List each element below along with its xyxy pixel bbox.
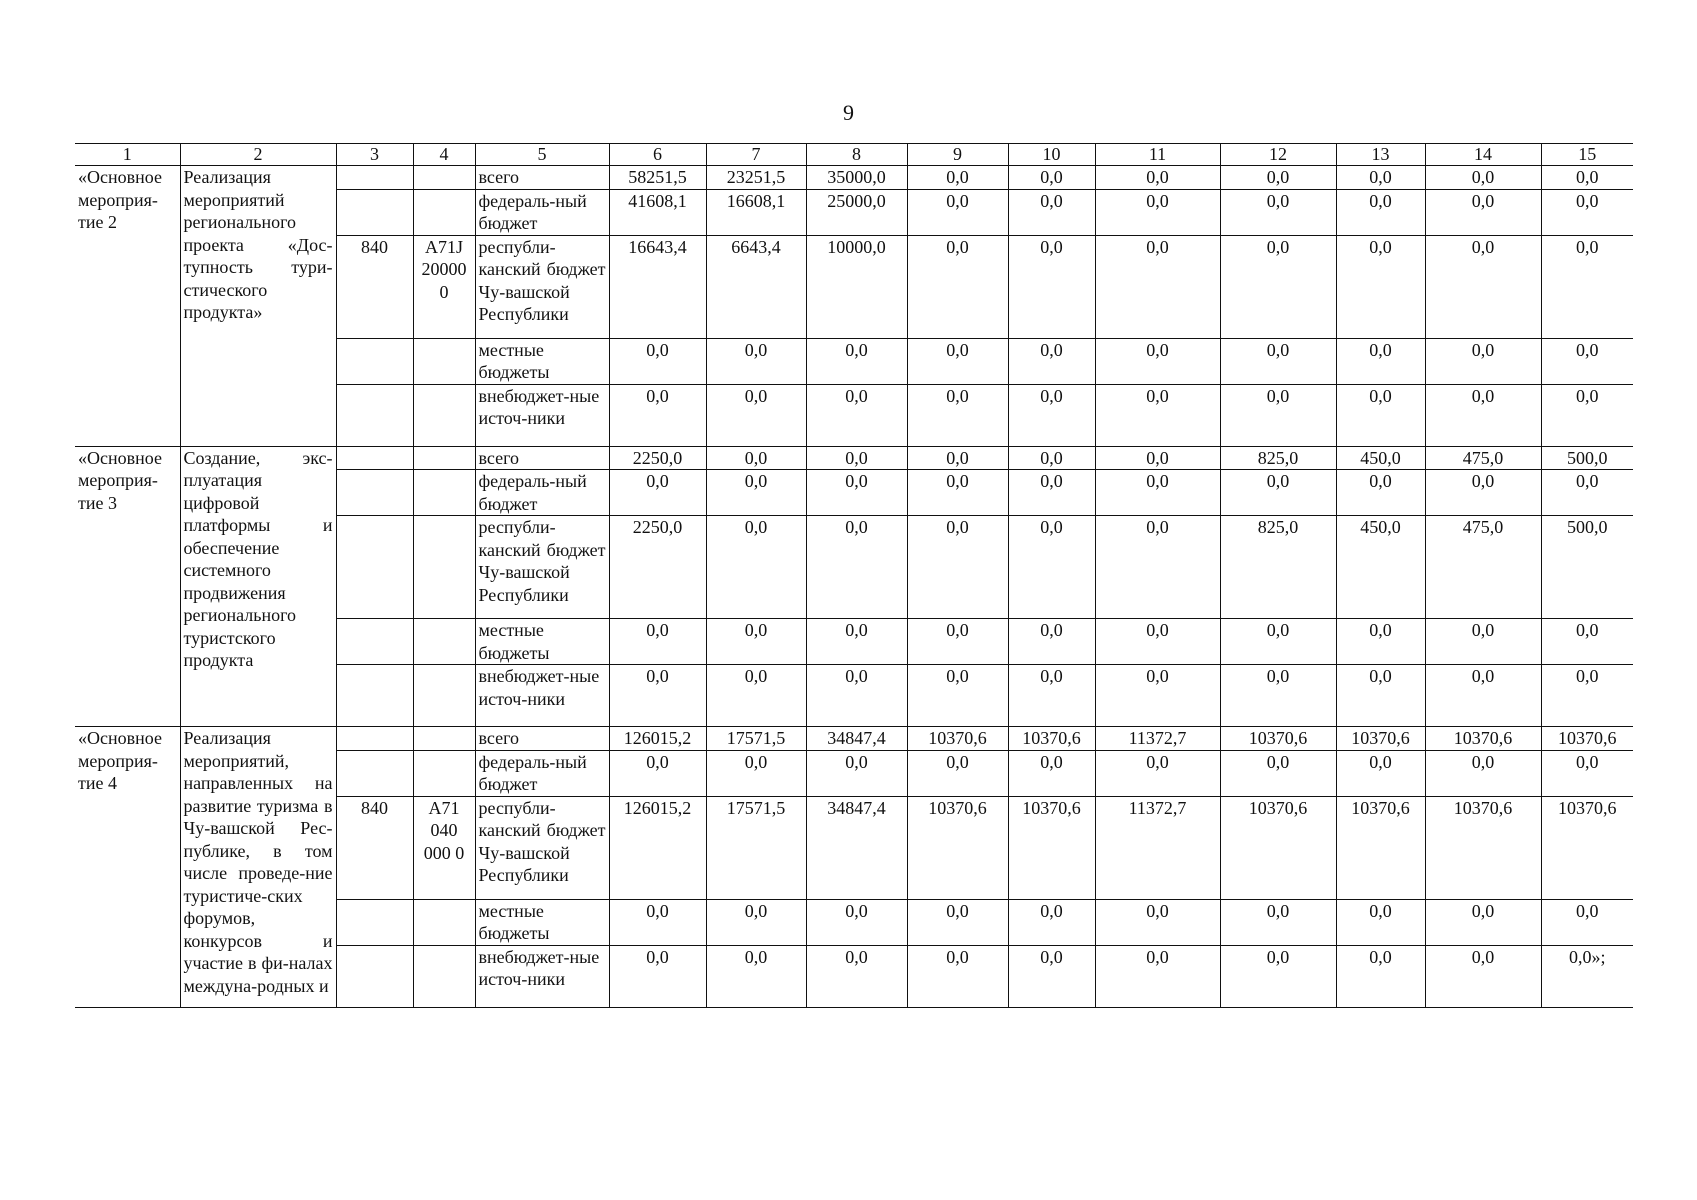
amount-cell: 58251,5 <box>609 166 706 190</box>
amount-cell: 11372,7 <box>1095 727 1220 751</box>
column-header: 2 <box>180 144 336 166</box>
amount-cell: 0,0 <box>806 516 907 619</box>
amount-cell: 0,0 <box>706 899 806 945</box>
amount-cell: 10370,6 <box>1220 727 1336 751</box>
amount-cell: 0,0 <box>1095 446 1220 470</box>
amount-cell: 0,0 <box>1095 516 1220 619</box>
amount-cell: 0,0 <box>1095 470 1220 516</box>
amount-cell: 0,0 <box>1425 619 1541 665</box>
amount-cell: 0,0 <box>1541 189 1633 235</box>
amount-cell: 0,0 <box>1541 619 1633 665</box>
amount-cell: 126015,2 <box>609 796 706 899</box>
amount-cell: 0,0 <box>609 945 706 1007</box>
event-description-cell: Реализация мероприятий регионального проекта «Дос-тупность тури-стического продукта» <box>180 166 336 447</box>
amount-cell: 0,0 <box>806 446 907 470</box>
amount-cell: 0,0 <box>907 516 1008 619</box>
amount-cell: 0,0 <box>1425 470 1541 516</box>
amount-cell: 10370,6 <box>1425 727 1541 751</box>
amount-cell: 23251,5 <box>706 166 806 190</box>
amount-cell: 475,0 <box>1425 446 1541 470</box>
funding-source-cell: республи-канский бюджет Чу-вашской Республики <box>475 796 609 899</box>
funding-source-cell: внебюджет-ные источ-ники <box>475 384 609 446</box>
funding-source-cell: местные бюджеты <box>475 899 609 945</box>
column-number-row <box>75 144 1633 166</box>
amount-cell: 0,0 <box>1220 189 1336 235</box>
amount-cell: 0,0 <box>1008 665 1095 727</box>
amount-cell: 450,0 <box>1336 516 1425 619</box>
amount-cell: 0,0 <box>1008 619 1095 665</box>
amount-cell: 0,0 <box>1220 945 1336 1007</box>
amount-cell: 0,0 <box>1220 750 1336 796</box>
amount-cell: 17571,5 <box>706 727 806 751</box>
amount-cell: 0,0 <box>609 470 706 516</box>
amount-cell: 0,0 <box>907 235 1008 338</box>
funding-source-cell: всего <box>475 446 609 470</box>
amount-cell: 0,0 <box>609 899 706 945</box>
amount-cell: 0,0 <box>1336 189 1425 235</box>
amount-cell: 500,0 <box>1541 446 1633 470</box>
amount-cell: 0,0 <box>1336 899 1425 945</box>
target-article-cell <box>413 665 475 727</box>
amount-cell: 0,0 <box>806 619 907 665</box>
amount-cell: 0,0 <box>706 665 806 727</box>
amount-cell: 0,0 <box>907 446 1008 470</box>
amount-cell: 10370,6 <box>1336 796 1425 899</box>
amount-cell: 6643,4 <box>706 235 806 338</box>
event-description-cell: Реализация мероприятий, направленных на развитие туризма в Чу-вашской Рес-публике, в том числе проведе-ние туристиче-ских форумов, конкурсов и участие в фи-налах междуна-родных и <box>180 727 336 1008</box>
amount-cell: 0,0 <box>1425 665 1541 727</box>
target-article-cell <box>413 166 475 190</box>
amount-cell: 16608,1 <box>706 189 806 235</box>
amount-cell: 10370,6 <box>1220 796 1336 899</box>
amount-cell: 0,0 <box>1425 750 1541 796</box>
amount-cell: 0,0 <box>609 619 706 665</box>
column-header: 15 <box>1541 144 1633 166</box>
amount-cell: 0,0 <box>907 750 1008 796</box>
amount-cell: 17571,5 <box>706 796 806 899</box>
amount-cell: 0,0 <box>1541 665 1633 727</box>
amount-cell: 0,0 <box>1220 384 1336 446</box>
amount-cell: 0,0 <box>1095 338 1220 384</box>
amount-cell: 0,0 <box>1541 899 1633 945</box>
amount-cell: 0,0 <box>1220 235 1336 338</box>
amount-cell: 0,0 <box>907 899 1008 945</box>
amount-cell: 2250,0 <box>609 446 706 470</box>
responsible-code-cell <box>336 189 413 235</box>
responsible-code-cell <box>336 470 413 516</box>
amount-cell: 10370,6 <box>1008 727 1095 751</box>
amount-cell: 41608,1 <box>609 189 706 235</box>
amount-cell: 825,0 <box>1220 446 1336 470</box>
amount-cell: 0,0 <box>907 384 1008 446</box>
amount-cell: 0,0 <box>609 338 706 384</box>
amount-cell: 0,0 <box>1008 189 1095 235</box>
column-header: 13 <box>1336 144 1425 166</box>
table-body <box>75 166 1633 1008</box>
column-header: 7 <box>706 144 806 166</box>
page-number: 9 <box>843 100 854 125</box>
funding-source-cell: внебюджет-ные источ-ники <box>475 945 609 1007</box>
amount-cell: 0,0 <box>1541 750 1633 796</box>
amount-cell: 0,0 <box>1095 189 1220 235</box>
amount-cell: 0,0 <box>907 470 1008 516</box>
funding-source-cell: республи-канский бюджет Чу-вашской Республики <box>475 516 609 619</box>
amount-cell: 0,0 <box>907 619 1008 665</box>
responsible-code-cell <box>336 446 413 470</box>
amount-cell: 34847,4 <box>806 796 907 899</box>
amount-cell: 0,0 <box>1336 235 1425 338</box>
column-header: 9 <box>907 144 1008 166</box>
amount-cell: 2250,0 <box>609 516 706 619</box>
amount-cell: 0,0 <box>1541 384 1633 446</box>
column-header: 11 <box>1095 144 1220 166</box>
funding-source-cell: местные бюджеты <box>475 619 609 665</box>
amount-cell: 0,0 <box>706 338 806 384</box>
amount-cell: 0,0 <box>1095 619 1220 665</box>
target-article-cell <box>413 338 475 384</box>
funding-source-cell: всего <box>475 166 609 190</box>
amount-cell: 0,0 <box>1336 665 1425 727</box>
amount-cell: 0,0 <box>907 166 1008 190</box>
amount-cell: 0,0 <box>706 470 806 516</box>
responsible-code-cell <box>336 899 413 945</box>
amount-cell: 0,0 <box>1425 189 1541 235</box>
amount-cell: 0,0 <box>609 750 706 796</box>
column-header: 5 <box>475 144 609 166</box>
responsible-code-cell <box>336 727 413 751</box>
amount-cell: 0,0 <box>706 446 806 470</box>
responsible-code-cell <box>336 945 413 1007</box>
target-article-cell <box>413 750 475 796</box>
amount-cell: 0,0 <box>1220 470 1336 516</box>
target-article-cell <box>413 619 475 665</box>
amount-cell: 0,0 <box>907 945 1008 1007</box>
amount-cell: 0,0 <box>1095 750 1220 796</box>
responsible-code-cell <box>336 384 413 446</box>
amount-cell: 0,0 <box>706 516 806 619</box>
amount-cell: 0,0 <box>1336 384 1425 446</box>
amount-cell: 0,0 <box>907 189 1008 235</box>
funding-source-cell: республи-канский бюджет Чу-вашской Республики <box>475 235 609 338</box>
amount-cell: 0,0 <box>706 619 806 665</box>
amount-cell: 0,0 <box>1095 166 1220 190</box>
column-header: 3 <box>336 144 413 166</box>
amount-cell: 0,0 <box>1425 899 1541 945</box>
responsible-code-cell <box>336 166 413 190</box>
responsible-code-cell <box>336 750 413 796</box>
target-article-cell <box>413 189 475 235</box>
event-name-cell: «Основное мероприя-тие 3 <box>75 446 180 727</box>
amount-cell: 10000,0 <box>806 235 907 338</box>
amount-cell: 0,0 <box>806 899 907 945</box>
target-article-cell <box>413 470 475 516</box>
amount-cell: 10370,6 <box>1336 727 1425 751</box>
amount-cell: 450,0 <box>1336 446 1425 470</box>
amount-cell: 0,0 <box>1008 516 1095 619</box>
amount-cell: 0,0 <box>1541 166 1633 190</box>
amount-cell: 0,0 <box>806 470 907 516</box>
amount-cell: 0,0 <box>1220 166 1336 190</box>
funding-source-cell: местные бюджеты <box>475 338 609 384</box>
amount-cell: 0,0 <box>706 384 806 446</box>
amount-cell: 0,0 <box>1008 338 1095 384</box>
amount-cell: 10370,6 <box>1541 796 1633 899</box>
amount-cell: 16643,4 <box>609 235 706 338</box>
amount-cell: 0,0 <box>1008 166 1095 190</box>
amount-cell: 0,0 <box>1008 235 1095 338</box>
amount-cell: 25000,0 <box>806 189 907 235</box>
column-header: 8 <box>806 144 907 166</box>
column-header: 6 <box>609 144 706 166</box>
amount-cell: 0,0 <box>1008 470 1095 516</box>
amount-cell: 0,0 <box>1095 899 1220 945</box>
amount-cell: 0,0 <box>806 338 907 384</box>
amount-cell: 500,0 <box>1541 516 1633 619</box>
amount-cell: 0,0 <box>907 338 1008 384</box>
amount-cell: 0,0 <box>1541 470 1633 516</box>
amount-cell: 0,0 <box>1008 750 1095 796</box>
amount-cell: 0,0 <box>1336 619 1425 665</box>
amount-cell: 10370,6 <box>1008 796 1095 899</box>
amount-cell: 0,0 <box>1095 665 1220 727</box>
event-name-cell: «Основное мероприя-тие 2 <box>75 166 180 447</box>
amount-cell: 0,0 <box>1336 166 1425 190</box>
amount-cell: 0,0 <box>1425 338 1541 384</box>
responsible-code-cell <box>336 619 413 665</box>
target-article-cell <box>413 727 475 751</box>
column-header: 1 <box>75 144 180 166</box>
target-article-cell <box>413 945 475 1007</box>
amount-cell: 0,0 <box>1336 945 1425 1007</box>
amount-cell: 11372,7 <box>1095 796 1220 899</box>
amount-cell: 0,0 <box>1095 384 1220 446</box>
table-row <box>75 446 1633 470</box>
amount-cell: 0,0 <box>1425 384 1541 446</box>
funding-source-cell: всего <box>475 727 609 751</box>
event-description-cell: Создание, экс-плуатация цифровой платформы и обеспечение системного продвижения регионального туристского продукта <box>180 446 336 727</box>
column-header: 4 <box>413 144 475 166</box>
amount-cell: 0,0 <box>907 665 1008 727</box>
amount-cell: 0,0 <box>1336 470 1425 516</box>
amount-cell: 0,0 <box>1220 338 1336 384</box>
amount-cell: 0,0 <box>1541 235 1633 338</box>
responsible-code-cell <box>336 665 413 727</box>
amount-cell: 0,0 <box>1095 945 1220 1007</box>
table-row <box>75 166 1633 190</box>
responsible-code-cell: 840 <box>336 235 413 338</box>
event-name-cell: «Основное мероприя-тие 4 <box>75 727 180 1008</box>
amount-cell: 0,0 <box>1425 945 1541 1007</box>
amount-cell: 0,0 <box>1008 384 1095 446</box>
target-article-cell: А71J 20000 0 <box>413 235 475 338</box>
funding-source-cell: федераль-ный бюджет <box>475 189 609 235</box>
amount-cell: 0,0 <box>806 945 907 1007</box>
amount-cell: 34847,4 <box>806 727 907 751</box>
amount-cell: 126015,2 <box>609 727 706 751</box>
amount-cell: 0,0 <box>1220 619 1336 665</box>
amount-cell: 0,0 <box>706 945 806 1007</box>
amount-cell: 0,0»; <box>1541 945 1633 1007</box>
funding-source-cell: федераль-ный бюджет <box>475 750 609 796</box>
amount-cell: 0,0 <box>1220 665 1336 727</box>
column-header: 12 <box>1220 144 1336 166</box>
amount-cell: 0,0 <box>1220 899 1336 945</box>
amount-cell: 0,0 <box>1425 235 1541 338</box>
amount-cell: 10370,6 <box>907 727 1008 751</box>
amount-cell: 475,0 <box>1425 516 1541 619</box>
amount-cell: 0,0 <box>1336 338 1425 384</box>
column-header: 10 <box>1008 144 1095 166</box>
target-article-cell <box>413 516 475 619</box>
budget-table <box>75 143 1633 1008</box>
amount-cell: 10370,6 <box>907 796 1008 899</box>
funding-source-cell: федераль-ный бюджет <box>475 470 609 516</box>
column-header: 14 <box>1425 144 1541 166</box>
amount-cell: 825,0 <box>1220 516 1336 619</box>
amount-cell: 0,0 <box>1095 235 1220 338</box>
target-article-cell <box>413 899 475 945</box>
amount-cell: 0,0 <box>1336 750 1425 796</box>
amount-cell: 0,0 <box>1425 166 1541 190</box>
table-row <box>75 727 1633 751</box>
amount-cell: 0,0 <box>806 665 907 727</box>
target-article-cell <box>413 446 475 470</box>
responsible-code-cell <box>336 516 413 619</box>
amount-cell: 0,0 <box>1541 338 1633 384</box>
amount-cell: 0,0 <box>806 384 907 446</box>
amount-cell: 10370,6 <box>1425 796 1541 899</box>
amount-cell: 0,0 <box>706 750 806 796</box>
target-article-cell <box>413 384 475 446</box>
target-article-cell: А71 040 000 0 <box>413 796 475 899</box>
amount-cell: 0,0 <box>609 384 706 446</box>
amount-cell: 0,0 <box>609 665 706 727</box>
amount-cell: 10370,6 <box>1541 727 1633 751</box>
amount-cell: 0,0 <box>806 750 907 796</box>
amount-cell: 0,0 <box>1008 945 1095 1007</box>
amount-cell: 35000,0 <box>806 166 907 190</box>
amount-cell: 0,0 <box>1008 899 1095 945</box>
amount-cell: 0,0 <box>1008 446 1095 470</box>
funding-source-cell: внебюджет-ные источ-ники <box>475 665 609 727</box>
responsible-code-cell <box>336 338 413 384</box>
responsible-code-cell: 840 <box>336 796 413 899</box>
